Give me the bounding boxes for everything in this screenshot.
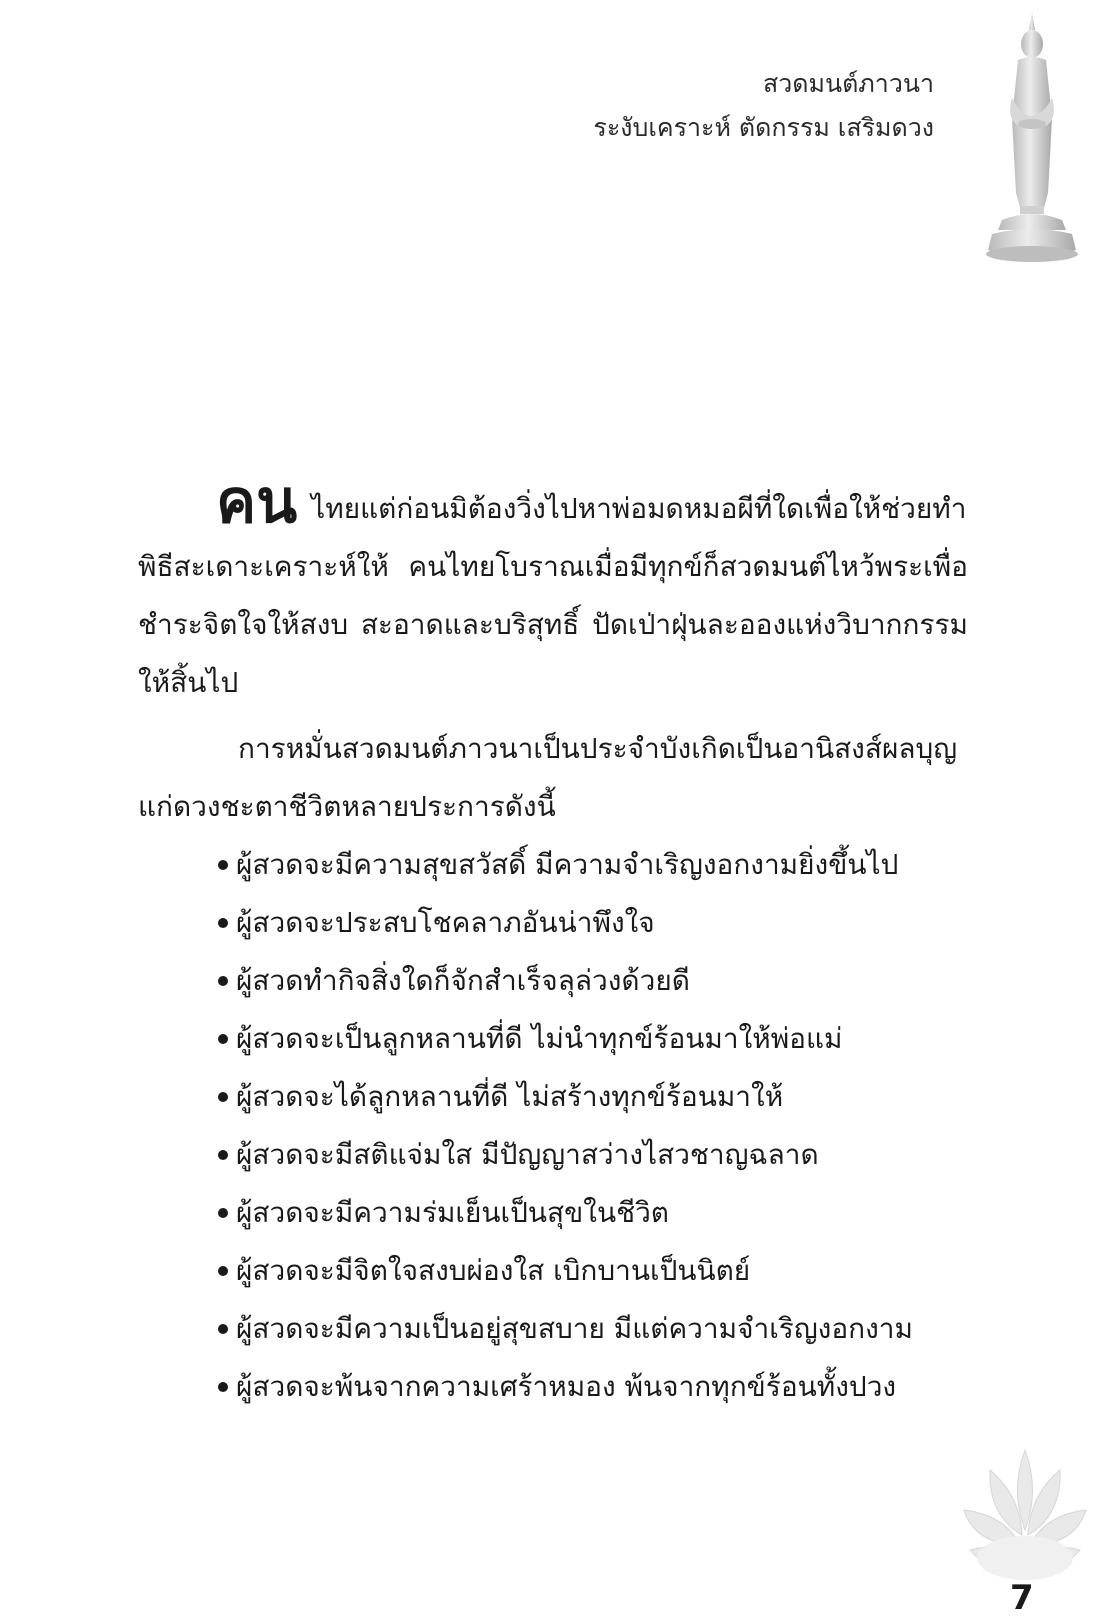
benefits-intro-paragraph: การหมั่นสวดมนต์ภาวนาเป็นประจำบังเกิดเป็นอานิสงส์ผลบุญแก่ดวงชะตาชีวิตหลายประการดังนี้	[138, 732, 958, 823]
running-header	[593, 62, 934, 150]
bullet-icon	[218, 1150, 228, 1160]
bullet-icon	[218, 918, 228, 928]
benefits-list	[138, 836, 968, 1416]
list-item: ผู้สวดจะมีความสุขสวัสดิ์ มีความจำเริญงอกงามยิ่งขึ้นไป	[218, 836, 968, 894]
bullet-icon	[218, 860, 228, 870]
bullet-icon	[218, 1266, 228, 1276]
list-item: ผู้สวดจะมีจิตใจสงบผ่องใส เบิกบานเป็นนิตย์	[218, 1242, 968, 1300]
bullet-icon	[218, 1208, 228, 1218]
list-item: ผู้สวดจะมีความเป็นอยู่สุขสบาย มีแต่ความจำเริญงอกงาม	[218, 1300, 968, 1358]
intro-paragraph	[138, 467, 968, 712]
bullet-icon	[218, 1324, 228, 1334]
header-title: สวดมนต์ภาวนา	[762, 69, 934, 98]
list-item: ผู้สวดจะมีความร่มเย็นเป็นสุขในชีวิต	[218, 1184, 968, 1242]
bullet-icon	[218, 1034, 228, 1044]
list-item: ผู้สวดจะได้ลูกหลานที่ดี ไม่สร้างทุกข์ร้อนมาให้	[218, 1068, 968, 1126]
intro-paragraph-text: ไทยแต่ก่อนมิต้องวิ่งไปหาพ่อมดหมอผีที่ใดเพื่อให้ช่วยทำพิธีสะเดาะเคราะห์ให้ คนไทยโบราณเมื่อมีทุกข์ก็สวดมนต์ไหว้พระเพื่อชำระจิตใจให้สงบ สะอาดและบริสุทธิ์ ปัดเป่าฝุ่นละอองแห่งวิบากกรรมให้สิ้นไป	[138, 492, 968, 699]
buddha-statue-icon	[982, 8, 1082, 268]
main-content	[138, 467, 968, 1416]
header-subtitle: ระงับเคราะห์ ตัดกรรม เสริมดวง	[593, 113, 934, 142]
list-item: ผู้สวดจะพ้นจากความเศร้าหมอง พ้นจากทุกข์ร้อนทั้งปวง	[218, 1358, 968, 1416]
list-item: ผู้สวดทำกิจสิ่งใดก็จักสำเร็จลุล่วงด้วยดี	[218, 952, 968, 1010]
lotus-flower-icon	[960, 1440, 1090, 1600]
bullet-icon	[218, 1092, 228, 1102]
page-number: 7	[1010, 1578, 1034, 1618]
bullet-icon	[218, 976, 228, 986]
list-item: ผู้สวดจะประสบโชคลาภอันน่าพึงใจ	[218, 894, 968, 952]
list-item: ผู้สวดจะมีสติแจ่มใส มีปัญญาสว่างไสวชาญฉลาด	[218, 1126, 968, 1184]
drop-cap: คน	[216, 467, 298, 537]
list-item: ผู้สวดจะเป็นลูกหลานที่ดี ไม่นำทุกข์ร้อนมาให้พ่อแม่	[218, 1010, 968, 1068]
bullet-icon	[218, 1382, 228, 1392]
